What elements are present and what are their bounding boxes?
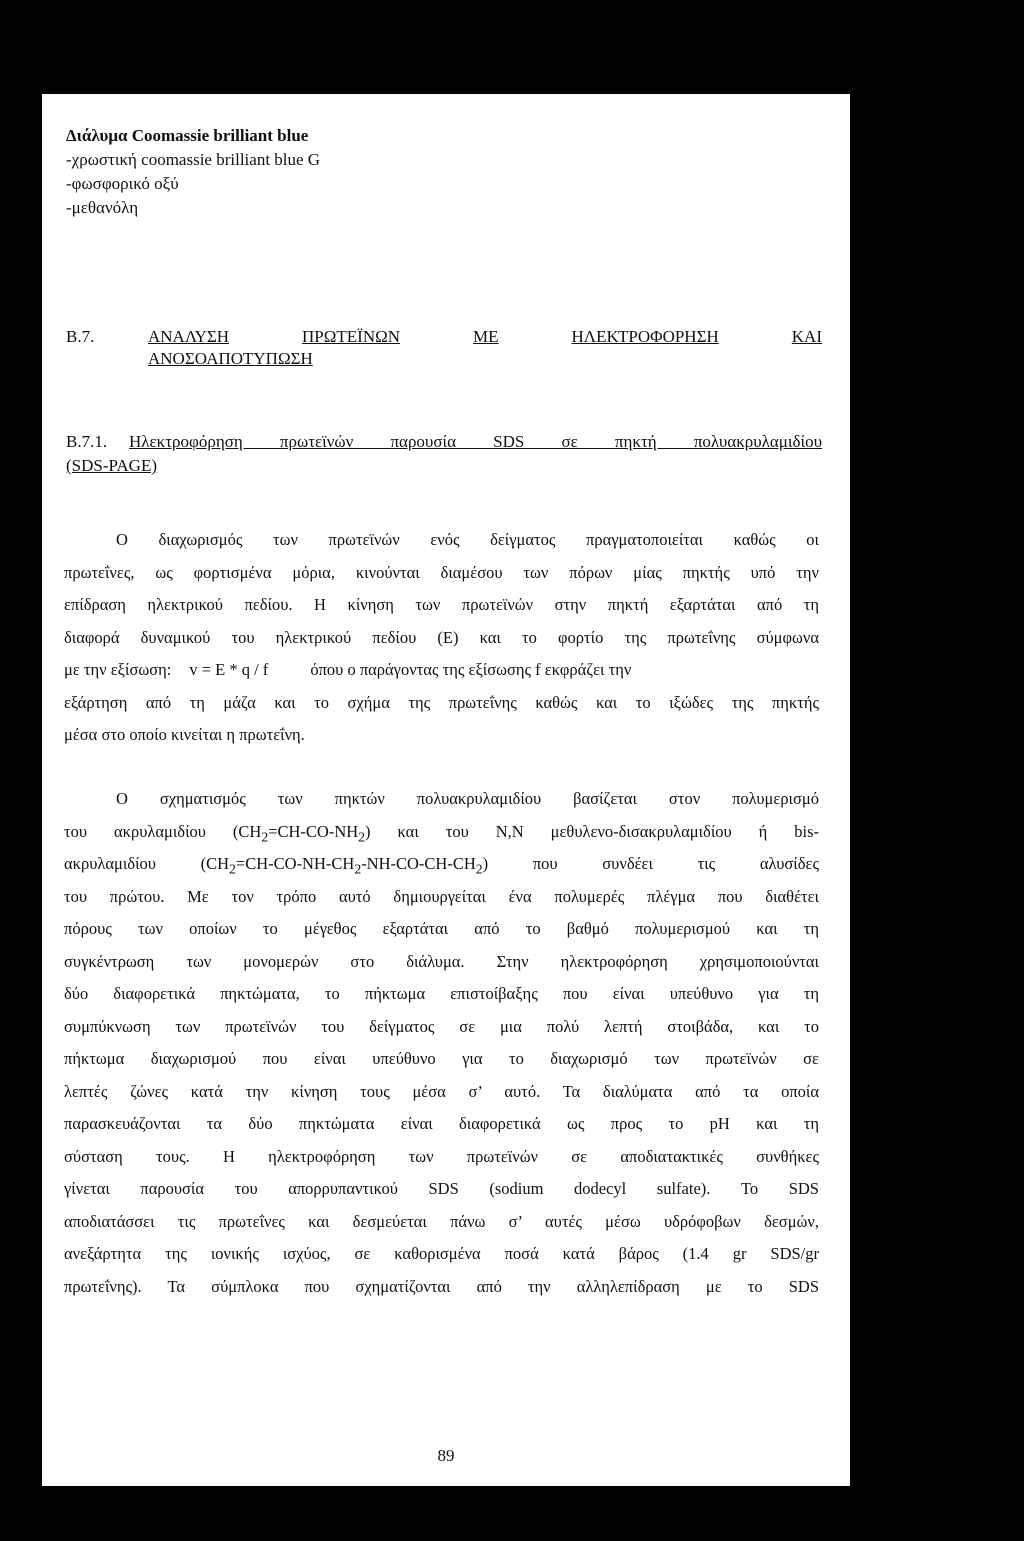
document-page: [42, 94, 850, 1486]
text-fragment: =CH-CO-NH-CH: [235, 854, 355, 873]
text-line: διαφορά δυναμικού του ηλεκτρικού πεδίου (Ε) και το φορτίο της πρωτεΐνης σύμφωνα: [64, 627, 819, 647]
formula-line: [64, 848, 819, 881]
text-fragment: ) και του N,N μεθυλενο-δισακρυλαμιδίου ή bis-: [365, 821, 819, 841]
text-line: λεπτές ζώνες κατά την κίνηση τους μέσα σ’ αυτό. Τα διαλύματα από τα οποία: [64, 1081, 819, 1101]
text-fragment: του ακρυλαμιδίου (CH: [64, 821, 262, 841]
reagent-title: Διάλυμα Coomassie brilliant blue: [66, 126, 309, 145]
text-line: παρασκευάζονται τα δύο πηκτώματα είναι διαφορετικά ως προς το pH και τη: [64, 1114, 819, 1133]
text-line: γίνεται παρουσία του απορρυπαντικού SDS (sodium dodecyl sulfate). Το SDS: [64, 1179, 819, 1198]
text-line: συγκέντρωση των μονομερών στο διάλυμα. Στην ηλεκτροφόρηση χρησιμοποιούνται: [64, 951, 819, 971]
subscript: 2: [229, 861, 236, 877]
subscript: 2: [475, 861, 483, 877]
text-line: σύσταση τους. Η ηλεκτροφόρηση των πρωτεϊνών σε αποδιατακτικές συνθήκες: [64, 1146, 819, 1166]
subsection-title-line2: (SDS-PAGE): [66, 456, 158, 475]
section-title-word: ΠΡΩΤΕΪΝΩΝ: [302, 327, 401, 346]
text-line: πήκτωμα διαχωρισμού που είναι υπεύθυνο για το διαχωρισμό των πρωτεϊνών σε: [64, 1049, 819, 1068]
subsection-number: Β.7.1.: [66, 432, 108, 451]
subsection-title: Ηλεκτροφόρηση πρωτεϊνών παρουσία SDS σε πηκτή πολυακρυλαμιδίου: [129, 432, 822, 451]
text-fragment: =CH-CO-NH: [268, 821, 359, 841]
section-title-word: ΜΕ: [473, 327, 499, 346]
reagent-list: [66, 124, 320, 220]
text-line: μέσα στο οποίο κινείται η πρωτεΐνη.: [64, 725, 305, 744]
text-line: πρωτεΐνης). Τα σύμπλοκα που σχηματίζονται από την αλληλεπίδραση με το SDS: [64, 1276, 819, 1296]
section-number: Β.7.: [66, 327, 95, 346]
text-line: συμπύκνωση των πρωτεϊνών του δείγματος σε μια πολύ λεπτή στοιβάδα, και το: [64, 1016, 819, 1036]
equation: v = E * q / f: [189, 660, 269, 679]
subscript: 2: [261, 828, 269, 844]
text-fragment: -NH-CO-CH-CH: [361, 854, 476, 873]
reagent-item: -χρωστική coomassie brilliant blue G: [66, 150, 321, 169]
text-line: πόρους των οποίων το μέγεθος εξαρτάται από το βαθμό πολυμερισμού και τη: [64, 919, 819, 938]
page-number: 89: [437, 1446, 455, 1465]
text-line: αποδιατάσσει τις πρωτεΐνες και δεσμεύεται πάνω σ’ αυτές μέσω υδρόφοβων δεσμών,: [64, 1211, 819, 1231]
text-line: ανεξάρτητα της ιονικής ισχύος, σε καθορισμένα ποσά κατά βάρος (1.4 gr SDS/gr: [64, 1244, 819, 1263]
text-line: εξάρτηση από τη μάζα και το σχήμα της πρωτεΐνης καθώς και το ιξώδες της πηκτής: [64, 692, 819, 712]
paragraph-2: [64, 783, 819, 1303]
equation-line: [64, 654, 819, 687]
paragraph-1: [64, 524, 819, 752]
text-line: Ο σχηματισμός των πηκτών πολυακρυλαμιδίου βασίζεται στον πολυμερισμό: [116, 789, 819, 808]
equation-intro: με την εξίσωση:: [64, 660, 172, 679]
subscript: 2: [358, 828, 366, 844]
subscript: 2: [354, 861, 362, 877]
section-title-line2: ΑΝΟΣΟΑΠΟΤΥΠΩΣΗ: [148, 349, 313, 368]
section-title-word: ΑΝΑΛΥΣΗ: [148, 327, 230, 346]
text-line: Ο διαχωρισμός των πρωτεϊνών ενός δείγματος πραγματοποιείται καθώς οι: [116, 530, 819, 549]
text-fragment: ) που συνδέει τις αλυσίδες: [482, 854, 819, 873]
section-title-word: ΚΑΙ: [791, 327, 822, 346]
text-line: επίδραση ηλεκτρικού πεδίου. Η κίνηση των πρωτεϊνών στην πηκτή εξαρτάται από τη: [64, 595, 819, 614]
equation-explanation: όπου ο παράγοντας της εξίσωσης f εκφράζει την: [310, 660, 632, 679]
reagent-item: -φωσφορικό οξύ: [66, 174, 179, 193]
formula-line: [64, 816, 819, 849]
text-line: του πρώτου. Με τον τρόπο αυτό δημιουργείται ένα πολυμερές πλέγμα που διαθέτει: [64, 886, 819, 906]
reagent-item: -μεθανόλη: [66, 198, 139, 217]
text-fragment: ακρυλαμιδίου (CH: [64, 854, 230, 873]
section-title: [148, 327, 822, 347]
text-line: δύο διαφορετικά πηκτώματα, το πήκτωμα επιστοίβαξης που είναι υπεύθυνο για τη: [64, 984, 819, 1003]
text-line: πρωτεΐνες, ως φορτισμένα μόρια, κινούνται διαμέσου των πόρων μίας πηκτής υπό την: [64, 562, 819, 582]
section-title-word: ΗΛΕΚΤΡΟΦΟΡΗΣΗ: [571, 327, 719, 346]
